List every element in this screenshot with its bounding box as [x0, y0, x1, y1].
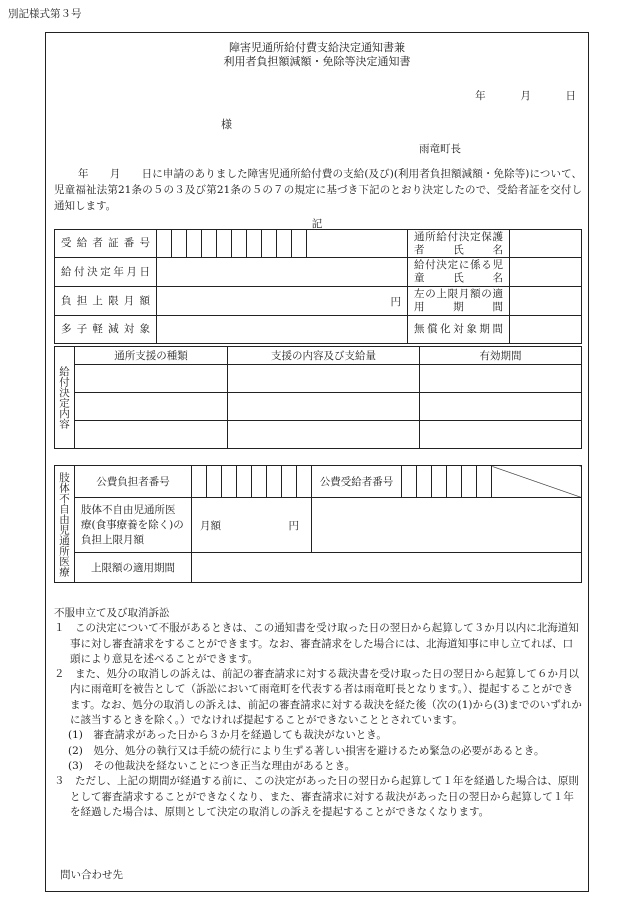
- title-line-1: 障害児通所給付費支給決定通知書兼: [229, 41, 405, 54]
- form-id: 別記様式第３号: [8, 8, 82, 20]
- notice-frame: [45, 32, 589, 892]
- digit-cell: [252, 466, 267, 498]
- benefit-cell: [420, 421, 582, 449]
- decision-table: [54, 229, 582, 344]
- recipient-no-label: 受給者証番号: [55, 230, 157, 258]
- benefit-cell: [228, 393, 420, 421]
- benefit-cell: [75, 393, 228, 421]
- digit-cell: [237, 466, 252, 498]
- digit-cell: [417, 466, 432, 498]
- digit-cell: [262, 230, 277, 258]
- limit-label: 負担上限月額: [55, 287, 157, 316]
- digit-cell: [207, 466, 222, 498]
- blank-cell: [307, 230, 408, 258]
- benefit-cell: [75, 365, 228, 393]
- notes-heading: 不服申立て及び取消訴訟: [54, 607, 170, 619]
- digit-cell: [282, 466, 297, 498]
- guardian-label: 通所給付決定保護者氏名: [408, 230, 510, 258]
- digit-cell: [267, 466, 282, 498]
- med-yen: 円: [288, 519, 299, 532]
- benefit-side-label: 給付決定内容: [55, 347, 75, 449]
- appeal-notes: [54, 606, 582, 820]
- benefit-cell: [420, 393, 582, 421]
- benefit-table: [54, 346, 582, 449]
- decision-date-label: 給付決定年月日: [55, 258, 157, 287]
- benefit-cell: [420, 365, 582, 393]
- monthly-label: 月額: [200, 519, 221, 532]
- digit-cell: [172, 230, 187, 258]
- benefit-cell: [75, 421, 228, 449]
- digit-cell: [292, 230, 307, 258]
- date-year: 年: [475, 90, 486, 102]
- digit-cell: [477, 466, 492, 498]
- note-1: １ この決定について不服があるときは、この通知書を受け取った日の翌日から起算して３か月以内に北海道知事に対し審査請求をすることができます。なお、審査請求をした場合には、北海道知事に申し立てれば、口頭により意見を述べることができます。: [54, 622, 579, 665]
- col-validity: 有効期間: [420, 347, 582, 365]
- note-2-2: (2) 処分、処分の執行又は手続の続行により生ずる著しい損害を避けるため緊急の必要があるとき。: [68, 744, 545, 757]
- digit-cell: [297, 466, 312, 498]
- med-limit-value: [192, 498, 312, 553]
- title-line-2: 利用者負担額減額・免除等決定通知書: [223, 55, 411, 68]
- public-recipient-no-label: 公費受給者番号: [312, 466, 402, 498]
- inquiry-label: 問い合わせ先: [60, 869, 123, 881]
- note-2-3: (3) その他裁決を経ないことにつき正当な理由があるとき。: [68, 759, 356, 772]
- medical-side-label: 肢体不自由児通所医療: [55, 466, 75, 583]
- med-limit-label: 肢体不自由児通所医療(食事療養を除く)の負担上限月額: [75, 498, 192, 553]
- date-day: 日: [565, 90, 576, 102]
- ki-heading: 記: [311, 218, 323, 230]
- decision-date-value: [157, 258, 408, 287]
- digit-cell: [432, 466, 447, 498]
- limit-period-label: 左の上限月額の適用期間: [408, 287, 510, 316]
- benefit-cell: [228, 365, 420, 393]
- note-2-1: (1) 審査請求があった日から３か月を経過しても裁決がないとき。: [68, 729, 387, 742]
- digit-cell: [232, 230, 247, 258]
- digit-cell: [462, 466, 477, 498]
- digit-cell: [187, 230, 202, 258]
- digit-cell: [157, 230, 172, 258]
- benefit-cell: [228, 421, 420, 449]
- multi-child-label: 多子軽減対象: [55, 316, 157, 344]
- free-period-value: [510, 316, 582, 344]
- digit-cell: [192, 466, 207, 498]
- digit-cell: [222, 466, 237, 498]
- recipient-suffix: 様: [221, 118, 232, 131]
- child-name-label: 給付決定に係る児童氏名: [408, 258, 510, 287]
- date-month: 月: [520, 90, 531, 102]
- slashed-cell: [492, 466, 582, 498]
- intro-text: 年 月 日に申請のありました障害児通所給付費の支給(及び)(利用者負担額減額・免除等)について、児童福祉法第21条の５の３及び第21条の５の７の規定に基づき下記のとおり決定したので、受給者証を交付し通知します。: [54, 168, 582, 212]
- issuer: 雨竜町長: [419, 143, 461, 155]
- digit-cell: [247, 230, 262, 258]
- limit-yen: 円: [157, 287, 408, 316]
- digit-cell: [447, 466, 462, 498]
- medical-table: [54, 465, 582, 583]
- digit-cell: [277, 230, 292, 258]
- note-2: ２ また、処分の取消しの訴えは、前記の審査請求に対する裁決書を受け取った日の翌日から起算して６か月以内に雨竜町を被告として（訴訟において雨竜町を代表する者は雨竜町長となります。）、提起することができます。なお、処分の取消しの訴えは、前記の審査請求に対する裁決を経た後（次の(1)から(3)までのいずれかに該当するときを除く。）でなければ提起することができないこととされています。: [54, 668, 582, 727]
- free-period-label: 無償化対象期間: [408, 316, 510, 344]
- multi-child-value: [157, 316, 408, 344]
- col-content: 支援の内容及び支給量: [228, 347, 420, 365]
- med-period-value: [192, 553, 582, 583]
- digit-cell: [217, 230, 232, 258]
- limit-period-value: [510, 287, 582, 316]
- digit-cell: [402, 466, 417, 498]
- note-3: ３ ただし、上記の期間が経過する前に、この決定があった日の翌日から起算して１年を経過した場合は、原則として審査請求することができなくなり、また、審査請求に対する裁決があった日の翌日から起算して１年を経過した場合は、原則として決定の取消しの訴えを提起することができなくなります。: [54, 775, 579, 818]
- date-line: [475, 88, 576, 103]
- guardian-value: [510, 230, 582, 258]
- digit-cell: [202, 230, 217, 258]
- col-service-type: 通所支援の種類: [75, 347, 228, 365]
- public-payer-no-label: 公費負担者番号: [75, 466, 192, 498]
- child-name-value: [510, 258, 582, 287]
- med-period-label: 上限額の適用期間: [75, 553, 192, 583]
- med-limit-blank: [312, 498, 582, 553]
